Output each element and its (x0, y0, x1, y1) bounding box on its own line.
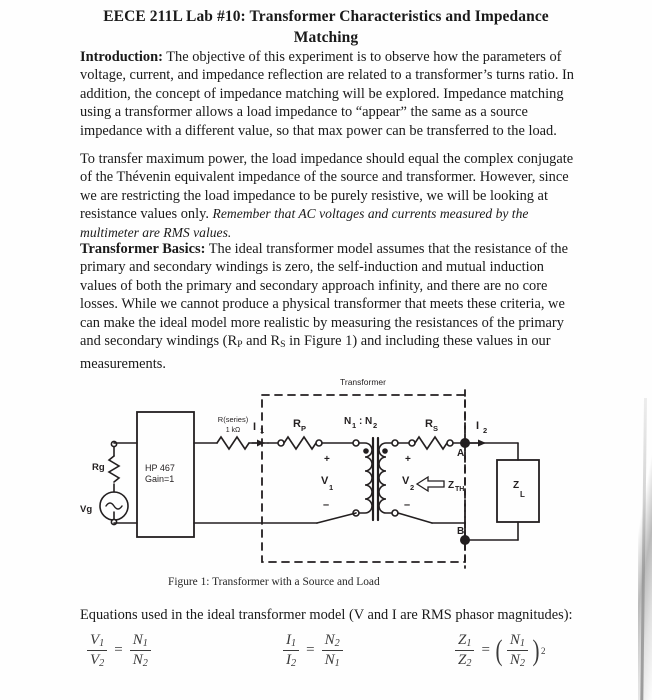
eq2-operator: = (306, 642, 315, 659)
label-n1: N (344, 416, 352, 427)
eq3-left-fraction: $\frac{Z_1}{Z_2}$ (455, 632, 474, 669)
label-node-b: B (457, 526, 465, 537)
transformer-basics-label: Transformer Basics: (80, 241, 206, 257)
label-v2-sub: 2 (410, 483, 415, 492)
label-turns-colon: : (359, 416, 363, 427)
label-v1-sub: 1 (329, 483, 334, 492)
rs-subscript: S (280, 339, 286, 351)
page-title: EECE 211L Lab #10: Transformer Characteristics and Impedance Matching (103, 8, 549, 46)
rp-resistor (284, 437, 316, 449)
transformer-basics-body-2: and R (242, 333, 281, 350)
eq1-operator: = (114, 642, 123, 659)
label-zth-sub: TH (455, 486, 465, 493)
eq1-left-fraction: $\frac{V_1}{V_2}$ (87, 632, 107, 669)
eq3-operator: = (481, 642, 490, 659)
label-i2: I (476, 420, 480, 432)
paragraph-introduction (80, 48, 584, 140)
label-i1: I (253, 421, 257, 433)
rs-resistor (415, 437, 447, 449)
eq1-right-fraction: $\frac{N_1}{N_2}$ (130, 632, 151, 669)
equation-voltage-ratio (84, 632, 154, 678)
label-rs-sub: S (433, 424, 439, 433)
eq2-left-fraction: $\frac{I_1}{I_2}$ (283, 632, 299, 669)
introduction-body: The objective of this experiment is to observe how the parameters of voltage, current, and impedance reflection are related to a transformer’s turns ratio. In addition, the concept of impedance matching will be explored. Impedance matching using a transformer allows a load impedance to “appear” the same as a source impedance with a different value, so that max power can be transferred to the load. (80, 49, 574, 139)
label-v1-minus: – (323, 499, 330, 511)
label-v2-minus: – (404, 499, 411, 511)
label-zth: Z (448, 480, 455, 491)
label-rp: R (293, 418, 301, 430)
label-transformer: Transformer (340, 377, 386, 387)
max-power-italic-note: Remember that AC voltages and currents measured by the multimeter are RMS values. (80, 206, 529, 240)
label-v2-plus: + (405, 454, 411, 465)
label-n2: N (365, 416, 373, 427)
label-rseries-line2: 1 kΩ (225, 427, 241, 434)
label-n1-sub: 1 (352, 421, 357, 430)
label-zl-sub: L (520, 490, 525, 499)
eq3-open-paren: ( (495, 633, 503, 667)
label-amp-line1: HP 467 (145, 463, 175, 473)
equations-lead-text: Equations used in the ideal transformer model (V and I are RMS phasor magnitudes): (80, 607, 573, 623)
label-v2: V (402, 475, 410, 487)
label-rs: R (425, 418, 433, 430)
label-rg: Rg (92, 462, 105, 473)
paragraph-transformer-basics (80, 240, 584, 373)
paragraph-max-power (80, 150, 584, 242)
eq3-close-paren: ) (532, 633, 540, 667)
primary-polarity-dot (363, 448, 369, 454)
label-node-a: A (457, 448, 465, 459)
rg-resistor (109, 456, 119, 482)
label-v1-plus: + (324, 454, 330, 465)
introduction-label: Introduction: (80, 49, 163, 65)
max-power-body: To transfer maximum power, the load impedance should equal the complex conjugate of the Thévenin equivalent impedance of the source and transformer. However, since we are restricting the load impedance to be purely resistive, we will be looking at resistance values only. (80, 151, 574, 223)
rp-subscript: P (237, 339, 243, 351)
label-i1-sub: 1 (260, 426, 265, 435)
circuit-diagram (72, 372, 582, 572)
equation-current-ratio (280, 632, 346, 678)
label-vg: Vg (80, 504, 93, 515)
i1-arrow-head (257, 440, 264, 447)
eq3-exponent: 2 (541, 645, 546, 656)
transformer-basics-body-1: The ideal transformer model assumes that the resistance of the primary and secondary windings is zero, the self-induction and mutual induction values of both the primary and secondary approach infinity, and there are no core losses. While we cannot produce a physical transformer that meets these criteria, we can make the ideal model more realistic by measuring the resistances of the primary and secondary windings (R (80, 241, 568, 350)
scan-edge-shadow (638, 398, 652, 700)
label-v1: V (321, 475, 329, 487)
r-series-resistor (217, 437, 249, 449)
zth-arrow (417, 477, 444, 491)
label-rp-sub: P (301, 424, 307, 433)
eq2-right-fraction: $\frac{N_2}{N_1}$ (322, 632, 343, 669)
equation-impedance-ratio (452, 632, 546, 678)
eq3-right-fraction: $\frac{N_1}{N_2}$ (507, 632, 528, 669)
zl-load-box (497, 460, 539, 522)
label-rseries-line1: R(series) (217, 415, 249, 424)
label-amp-line2: Gain=1 (145, 474, 175, 484)
label-zl: Z (513, 480, 520, 491)
transformer-basics-body-3: in Figure 1) and including these values in our measurements. (80, 333, 551, 372)
secondary-polarity-dot (382, 448, 388, 454)
figure-caption: Figure 1: Transformer with a Source and Load (168, 576, 380, 588)
label-n2-sub: 2 (373, 421, 378, 430)
label-i2-sub: 2 (483, 426, 488, 435)
scan-edge-line (640, 398, 647, 700)
